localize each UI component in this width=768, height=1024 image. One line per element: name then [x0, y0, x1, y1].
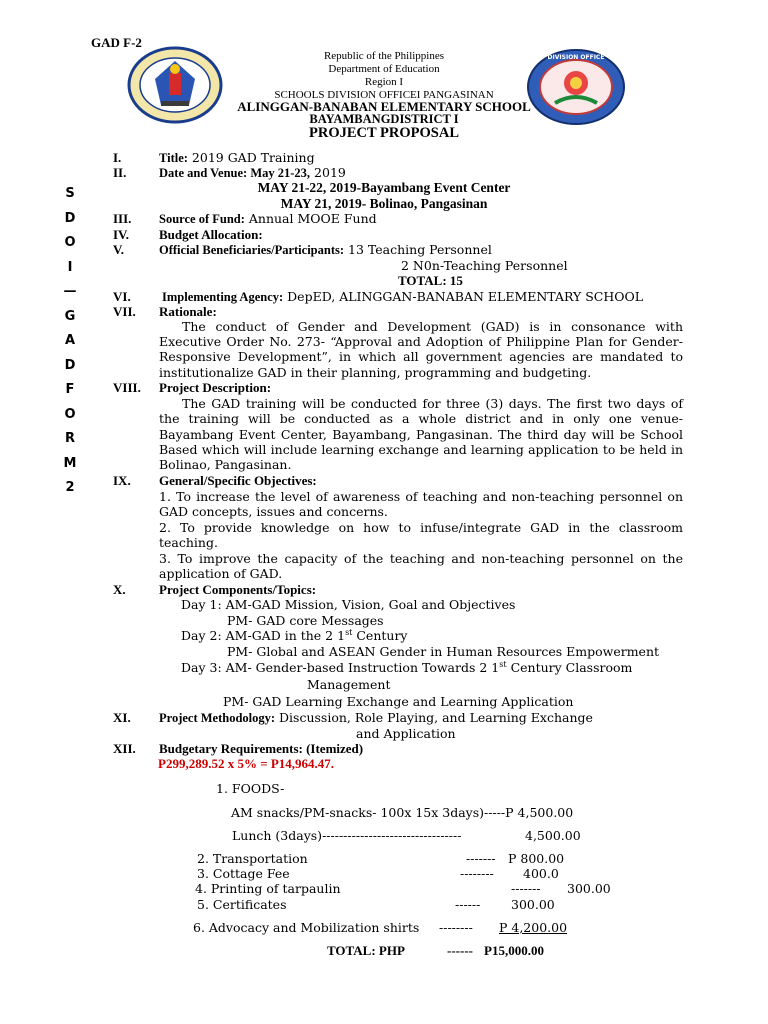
header-republic: Republic of the Philippines	[323, 50, 445, 62]
rationale-text-line: Executive Order No. 273- “Approval and Adoption of Philippine Plan for Gender-	[159, 334, 683, 349]
rationale-label: Rationale:	[159, 304, 217, 319]
item-transport-amount: P 800.00	[508, 851, 565, 866]
svg-text:DIVISION OFFICE: DIVISION OFFICE	[547, 54, 605, 61]
date-year: 2019	[310, 165, 346, 180]
methodology-value: Discussion, Role Playing, and Learning Exchange	[275, 710, 593, 725]
component-day1-am: Day 1: AM-GAD Mission, Vision, Goal and Objectives	[181, 597, 516, 612]
item-tarpaulin-dash: -------	[511, 881, 541, 896]
section-number: V.	[113, 242, 124, 257]
description-text-line: The GAD training will be conducted for three (3) days. The first two days of	[182, 396, 683, 411]
header-region: Region I	[364, 76, 404, 88]
agency-value: DepED, ALINGGAN-BANABAN ELEMENTARY SCHOOL	[283, 289, 644, 304]
fund-line	[159, 211, 377, 227]
date-line	[159, 165, 346, 181]
page-title: PROJECT PROPOSAL	[309, 125, 459, 141]
section-number: IX.	[113, 473, 131, 488]
date-label: Date and Venue:	[159, 166, 248, 180]
objective-line: 3. To improve the capacity of the teaching and non-teaching personnel on the	[159, 551, 683, 566]
date-value: May 21-23,	[247, 166, 311, 180]
fund-value: Annual MOOE Fund	[244, 211, 377, 226]
beneficiaries-nonteaching: 2 N0n-Teaching Personnel	[401, 258, 568, 273]
component-day3-am-tail: Century Classroom	[506, 660, 633, 676]
section-number: VIII.	[113, 380, 141, 395]
beneficiaries-value: 13 Teaching Personnel	[344, 242, 492, 257]
item-transport-label: 2. Transportation	[197, 851, 308, 866]
item-lunch-amount: 4,500.00	[525, 828, 581, 843]
item-certificates-amount: 300.00	[511, 897, 555, 912]
objective-line: application of GAD.	[159, 566, 283, 581]
component-day2-pm: PM- Global and ASEAN Gender in Human Resources Empowerment	[227, 644, 660, 659]
component-day2-am-text: Day 2: AM-GAD in the 2 1	[181, 628, 346, 644]
budget-allocation-label: Budget Allocation:	[159, 227, 263, 242]
rationale-text-line: The conduct of Gender and Development (GAD) is in consonance with	[182, 319, 683, 334]
description-text-line: Bolinao, Pangasinan.	[159, 457, 292, 472]
component-day2-am-tail: Century	[352, 628, 408, 644]
rationale-text-line: Responsive Development”, in which all government agencies are mandated to	[159, 349, 683, 364]
item-cottage-label: 3. Cottage Fee	[197, 866, 290, 881]
component-day2-am-sup: st	[345, 628, 353, 637]
side-letter: 2	[65, 480, 75, 495]
side-letter: A	[64, 333, 76, 348]
side-letter: O	[64, 235, 76, 250]
total-dash: ------	[447, 943, 473, 958]
objective-line: 2. To provide knowledge on how to infuse/integrate GAD in the classroom	[159, 520, 683, 535]
section-number: XI.	[113, 710, 131, 725]
form-code: GAD F-2	[91, 35, 142, 50]
agency-line	[162, 289, 643, 305]
item-cottage-dash: --------	[460, 866, 494, 881]
methodology-line	[159, 710, 593, 726]
budgetary-formula: P299,289.52 x 5% = P14,964.47.	[158, 756, 335, 771]
item-cottage-amount: 400.0	[523, 866, 559, 881]
item-certificates-label: 5. Certificates	[197, 897, 287, 912]
section-number: III.	[113, 211, 132, 226]
header-district: BAYAMBANGDISTRICT I	[309, 112, 459, 126]
fund-label: Source of Fund:	[159, 212, 245, 226]
item-shirts-amount: P 4,200.00	[499, 920, 568, 935]
title-label: Title:	[159, 151, 188, 165]
total-amount: P15,000.00	[484, 943, 544, 958]
objective-line: teaching.	[159, 535, 218, 550]
rationale-text-line: institutionalize GAD in their planning, programming and budgeting.	[159, 365, 592, 380]
section-number: XII.	[113, 741, 136, 756]
item-shirts-label: 6. Advocacy and Mobilization shirts	[193, 920, 420, 935]
component-day3-am-text: Day 3: AM- Gender-based Instruction Towards 2 1	[181, 660, 500, 676]
description-text-line: Bayambang Event Center, Bayambang, Pangasinan. The third day will be School	[159, 427, 683, 442]
item-transport-dash: -------	[466, 851, 496, 866]
component-day1-pm: PM- GAD core Messages	[227, 613, 384, 628]
side-letter: S	[65, 186, 75, 201]
item-foods: 1. FOODS-	[216, 781, 285, 796]
side-vertical-label	[62, 182, 78, 501]
title-line	[159, 150, 315, 166]
components-label: Project Components/Topics:	[159, 582, 317, 597]
component-day3-am	[181, 660, 632, 675]
side-letter: M	[63, 455, 77, 471]
side-letter: I	[67, 259, 73, 275]
description-label: Project Description:	[159, 380, 272, 395]
side-letter: D	[64, 210, 76, 226]
section-number: VI.	[113, 289, 131, 304]
side-letter: G	[64, 308, 76, 324]
description-text-line: Based which will include learning exchange and learning application to be held in	[159, 442, 683, 457]
item-lunch-label: Lunch (3days)---------------------------------	[232, 828, 462, 843]
budgetary-label: Budgetary Requirements: (Itemized)	[159, 741, 364, 756]
description-text-line: the training will be conducted as a whole district and in only one venue-	[159, 411, 683, 426]
header-division: SCHOOLS DIVISION OFFICEI PANGASINAN	[274, 89, 494, 101]
objective-line: GAD concepts, issues and concerns.	[159, 504, 388, 519]
item-shirts-dash: --------	[439, 920, 473, 935]
methodology-cont: and Application	[356, 726, 456, 741]
objectives-label: General/Specific Objectives:	[159, 473, 317, 488]
component-day3-am-sup: st	[499, 660, 507, 669]
side-letter: O	[64, 406, 76, 422]
agency-label: Implementing Agency:	[162, 290, 284, 304]
side-letter: R	[64, 431, 75, 446]
side-letter: D	[64, 357, 76, 373]
component-day2-am	[181, 628, 408, 643]
component-day3-pm: PM- GAD Learning Exchange and Learning Application	[223, 694, 574, 709]
section-number: I.	[113, 150, 122, 165]
objective-line: 1. To increase the level of awareness of teaching and non-teaching personnel on	[159, 489, 683, 504]
side-letter: F	[65, 382, 75, 397]
section-number: IV.	[113, 227, 130, 242]
total-label: TOTAL: PHP	[327, 943, 405, 958]
component-day3-am-cont: Management	[307, 677, 391, 692]
methodology-label: Project Methodology:	[159, 711, 276, 725]
date-venue-1: MAY 21-22, 2019-Bayambang Event Center	[257, 180, 511, 195]
beneficiaries-line	[159, 242, 492, 258]
header-school: ALINGGAN-BANABAN ELEMENTARY SCHOOL	[237, 99, 531, 114]
section-number: VII.	[113, 304, 136, 319]
title-value: 2019 GAD Training	[187, 150, 315, 165]
item-tarpaulin-label: 4. Printing of tarpaulin	[195, 881, 341, 896]
side-letter: —	[63, 284, 77, 299]
item-certificates-dash: ------	[455, 897, 481, 912]
beneficiaries-total: TOTAL: 15	[398, 273, 463, 288]
date-venue-2: MAY 21, 2019- Bolinao, Pangasinan	[280, 196, 488, 211]
item-tarpaulin-amount: 300.00	[567, 881, 611, 896]
section-number: X.	[113, 582, 126, 597]
beneficiaries-label: Official Beneficiaries/Participants:	[159, 243, 345, 257]
section-number: II.	[113, 165, 127, 180]
item-snacks: AM snacks/PM-snacks- 100x 15x 3days)-----P 4,500.00	[231, 805, 574, 820]
header-department: Department of Education	[328, 63, 440, 75]
